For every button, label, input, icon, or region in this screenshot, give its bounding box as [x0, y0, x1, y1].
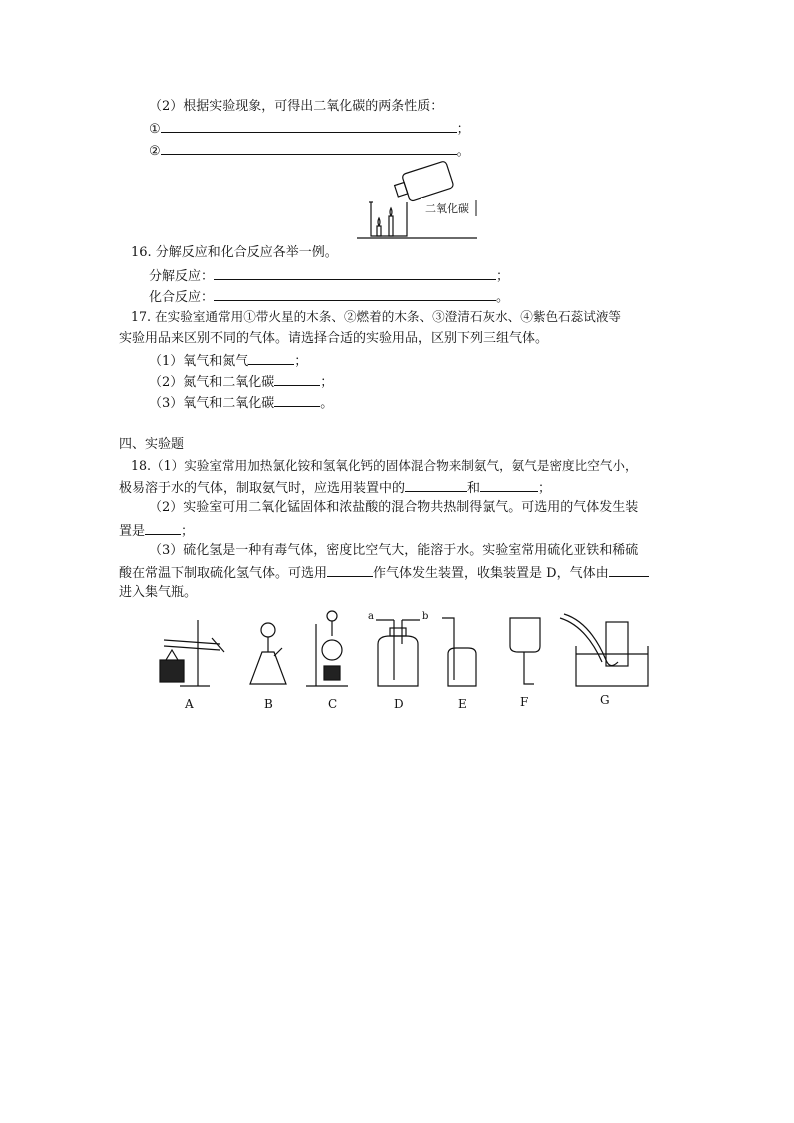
- q18-p3-blank1[interactable]: [327, 564, 373, 577]
- label-c: C: [328, 697, 338, 711]
- q16-combination-label: 化合反应：: [149, 290, 215, 305]
- q18-p1-line2: [119, 479, 551, 497]
- q18-p3-line2-text-b: 作气体发生装置，收集装置是 D，气体由: [373, 566, 609, 581]
- q15-item2: [149, 142, 470, 160]
- q15-item2-blank[interactable]: [161, 142, 457, 155]
- tall-candle: [389, 216, 393, 236]
- q17-item3-blank[interactable]: [274, 394, 320, 407]
- label-f: F: [520, 695, 529, 709]
- q15-item1-label: ①: [149, 122, 161, 137]
- q18-p2-line2-text: 置是: [119, 524, 146, 539]
- co2-bottle: [392, 161, 454, 205]
- q18-p2-line1: （2）实验室可用二氧化锰固体和浓盐酸的混合物共热制得氯气。可选用的气体发生装: [149, 500, 639, 515]
- q17-item2-blank[interactable]: [274, 373, 320, 386]
- q16-decomposition-end: ；: [496, 269, 510, 284]
- q17-item1: [149, 352, 307, 370]
- q18-p1-blank2[interactable]: [480, 479, 538, 492]
- q16-combination-end: 。: [496, 290, 510, 305]
- q17-item2-text: （2）氮气和二氧化碳: [149, 375, 275, 390]
- q18-p3-line2: [119, 564, 649, 582]
- q15-item2-end: 。: [456, 144, 470, 159]
- q17-item2: [149, 373, 333, 391]
- q16-stem: 16. 分解反应和化合反应各举一例。: [131, 245, 338, 260]
- apparatus-e: [442, 618, 476, 686]
- q18-p1-end: ；: [538, 481, 552, 496]
- label-d: D: [394, 697, 404, 711]
- q15-item1-end: ；: [456, 122, 470, 137]
- q18-p1-blank1[interactable]: [405, 479, 467, 492]
- q18-p1-and: 和: [467, 481, 481, 496]
- q17-stem-line1: 17. 在实验室通常用①带火星的木条、②燃着的木条、③澄清石灰水、④紫色石蕊试液等: [131, 309, 622, 324]
- section4-heading: 四、实验题: [119, 437, 185, 452]
- q15-part2-intro: （2）根据实验现象，可得出二氧化碳的两条性质：: [149, 99, 444, 114]
- q16-decomposition-blank[interactable]: [214, 267, 496, 280]
- q16-decomposition: [149, 267, 509, 285]
- co2-figure-label: 二氧化碳: [425, 202, 469, 215]
- q18-p2-blank[interactable]: [145, 522, 181, 535]
- q17-item3-end: 。: [320, 396, 334, 411]
- q15-item2-label: ②: [149, 144, 161, 159]
- apparatus-a: [160, 620, 224, 686]
- short-candle-flame: [378, 218, 380, 226]
- q18-p1-line2-text: 极易溶于水的气体，制取氨气时，应选用装置中的: [119, 481, 406, 496]
- q18-p3-line1: （3）硫化氢是一种有毒气体，密度比空气大，能溶于水。实验室常用硫化亚铁和稀硫: [149, 543, 639, 558]
- q17-item3: [149, 394, 333, 412]
- q16-decomposition-label: 分解反应：: [149, 269, 215, 284]
- q18-p2-line2: [119, 522, 194, 540]
- q15-item1-blank[interactable]: [161, 120, 457, 133]
- q17-item2-end: ；: [320, 375, 334, 390]
- q18-p3-blank2[interactable]: [609, 564, 649, 577]
- port-a-label: a: [368, 611, 374, 622]
- apparatus-figure: [150, 600, 670, 715]
- q17-item1-blank[interactable]: [248, 352, 294, 365]
- q18-p1-line1: 18.（1）实验室常用加热氯化铵和氢氧化钙的固体混合物来制氨气，氨气是密度比空气小，: [131, 458, 638, 473]
- q16-combination: [149, 288, 509, 306]
- label-g: G: [600, 693, 610, 707]
- apparatus-c: [306, 611, 348, 686]
- apparatus-f: [510, 618, 540, 684]
- q17-stem-line2: 实验用品来区别不同的气体。请选择合适的实验用品，区别下列三组气体。: [119, 331, 549, 346]
- port-b-label: b: [422, 611, 429, 622]
- q17-item1-text: （1）氧气和氮气: [149, 354, 249, 369]
- apparatus-g: [560, 614, 648, 686]
- q16-combination-blank[interactable]: [214, 288, 496, 301]
- q17-item1-end: ；: [294, 354, 308, 369]
- q18-p3-line2-text: 酸在常温下制取硫化氢气体。可选用: [119, 566, 328, 581]
- q18-p3-line3: 进入集气瓶。: [119, 585, 198, 600]
- short-candle: [377, 226, 381, 236]
- q15-item1: [149, 120, 470, 138]
- label-a: A: [185, 697, 194, 711]
- label-e: E: [458, 697, 467, 711]
- q17-item3-text: （3）氧气和二氧化碳: [149, 396, 275, 411]
- apparatus-b: [250, 623, 286, 684]
- apparatus-d: [376, 620, 420, 686]
- label-b: B: [264, 697, 273, 711]
- tall-candle-flame: [390, 208, 392, 216]
- co2-pouring-figure: [355, 160, 480, 242]
- q18-p2-end: ；: [181, 524, 195, 539]
